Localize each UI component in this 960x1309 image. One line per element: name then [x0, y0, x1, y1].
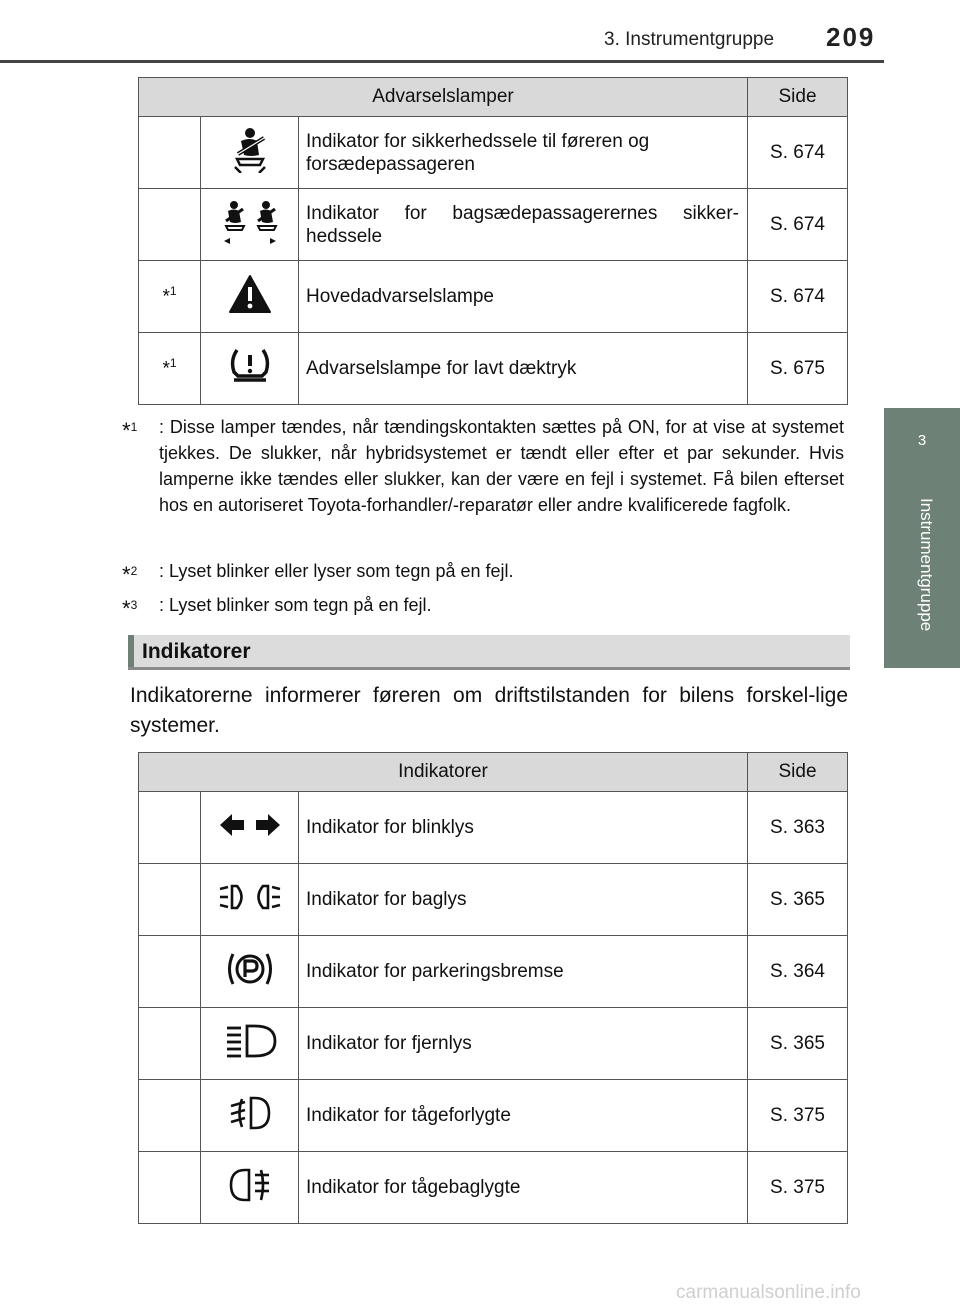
warning-lights-table	[138, 77, 848, 405]
column-header-indicators: Indikatorer	[139, 753, 748, 792]
row-description: Indikator for parkeringsbremse	[299, 936, 748, 1008]
row-description: Indikator for fjernlys	[299, 1008, 748, 1080]
table-row	[139, 1152, 848, 1224]
footnote-cell	[139, 333, 201, 405]
front-fog-light-icon	[227, 1095, 273, 1131]
icon-cell	[201, 864, 299, 936]
rear-fog-light-icon	[227, 1167, 273, 1203]
footnote-marker: *$^3$	[122, 596, 138, 621]
column-header-warning-lights: Advarselslamper	[139, 78, 748, 117]
page-reference: S. 375	[748, 1080, 848, 1152]
parking-brake-icon	[224, 948, 276, 990]
page-reference: S. 365	[748, 864, 848, 936]
icon-cell	[201, 936, 299, 1008]
row-description: Indikator for tågeforlygte	[299, 1080, 748, 1152]
footnote-cell	[139, 1152, 201, 1224]
table-row	[139, 792, 848, 864]
watermark: carmanualsonline.info	[676, 1282, 861, 1303]
asterisk: *	[162, 358, 170, 380]
turn-signal-icon	[218, 810, 282, 840]
chapter-side-tab	[884, 408, 960, 668]
row-description: Indikator for bagsædepassagerernes sikker-hedssele	[299, 189, 748, 261]
footnote-text: : Disse lamper tændes, når tændingskontakten sættes på ON, for at vise at systemet tjekkes. De slukker, når hybridsystemet er tændt eller efter et par sekunder. Hvis lamperne ikke tændes eller slukker, kan der være en fejl i systemet. Få bilen efterset hos en autoriseret Toyota-forhandler/-reparatør eller andre kvalificerede fagfolk.	[159, 417, 844, 515]
page-reference: S. 674	[748, 189, 848, 261]
header-divider	[0, 60, 884, 63]
section-divider	[128, 667, 850, 670]
page-reference: S. 365	[748, 1008, 848, 1080]
chapter-label: Instrumentgruppe	[917, 498, 936, 632]
running-header-section: 3. Instrumentgruppe	[604, 29, 775, 50]
icon-cell	[201, 1008, 299, 1080]
table-row	[139, 261, 848, 333]
seatbelt-driver-passenger-icon	[227, 127, 273, 173]
footnote-cell	[139, 1008, 201, 1080]
table-row	[139, 189, 848, 261]
icon-cell	[201, 117, 299, 189]
table-row	[139, 936, 848, 1008]
footnote-cell	[139, 792, 201, 864]
footnote-number: 1	[169, 356, 177, 371]
column-header-page: Side	[748, 753, 848, 792]
icon-cell	[201, 1080, 299, 1152]
table-row	[139, 1080, 848, 1152]
footnote-cell	[139, 189, 201, 261]
seatbelt-rear-icon	[218, 200, 282, 244]
asterisk: *	[162, 286, 170, 308]
table-row	[139, 864, 848, 936]
footnote-cell	[139, 261, 201, 333]
footnote	[122, 414, 844, 518]
row-description: Indikator for tågebaglygte	[299, 1152, 748, 1224]
footnote-text: : Lyset blinker som tegn på en fejl.	[159, 595, 432, 615]
page-reference: S. 674	[748, 261, 848, 333]
chapter-number: 3	[917, 432, 927, 449]
footnote-marker: *$^1$	[122, 418, 138, 443]
page-reference: S. 363	[748, 792, 848, 864]
column-header-page: Side	[748, 78, 848, 117]
icon-cell	[201, 333, 299, 405]
footnote-cell	[139, 117, 201, 189]
footnote-number: 1	[169, 284, 177, 299]
icon-cell	[201, 792, 299, 864]
row-description: Indikator for sikkerhedssele til føreren og forsædepassageren	[299, 117, 748, 189]
page-reference: S. 364	[748, 936, 848, 1008]
footnote	[122, 592, 844, 621]
page-reference: S. 675	[748, 333, 848, 405]
footnote-marker: *$^2$	[122, 562, 138, 587]
high-beam-icon	[223, 1023, 277, 1059]
footnote-cell	[139, 864, 201, 936]
page-reference: S. 674	[748, 117, 848, 189]
section-title: Indikatorer	[142, 640, 251, 663]
table-row	[139, 333, 848, 405]
footnote-cell	[139, 1080, 201, 1152]
table-header-row	[139, 753, 848, 792]
page-reference: S. 375	[748, 1152, 848, 1224]
row-description: Advarselslampe for lavt dæktryk	[299, 333, 748, 405]
tail-light-icon	[218, 881, 282, 913]
table-row	[139, 1008, 848, 1080]
low-tire-pressure-icon	[228, 346, 272, 386]
master-warning-icon	[228, 274, 272, 314]
footnote	[122, 558, 844, 587]
page-number: 209	[826, 22, 876, 52]
table-row	[139, 117, 848, 189]
indicators-table	[138, 752, 848, 1224]
table-header-row	[139, 78, 848, 117]
footnote-cell	[139, 936, 201, 1008]
row-description: Hovedadvarselslampe	[299, 261, 748, 333]
section-heading	[128, 635, 850, 669]
row-description: Indikator for blinklys	[299, 792, 748, 864]
section-intro: Indikatorerne informerer føreren om driftstilstanden for bilens forskel-lige systemer.	[130, 684, 848, 737]
row-description: Indikator for baglys	[299, 864, 748, 936]
icon-cell	[201, 261, 299, 333]
icon-cell	[201, 189, 299, 261]
icon-cell	[201, 1152, 299, 1224]
footnote-text: : Lyset blinker eller lyser som tegn på en fejl.	[159, 561, 514, 581]
